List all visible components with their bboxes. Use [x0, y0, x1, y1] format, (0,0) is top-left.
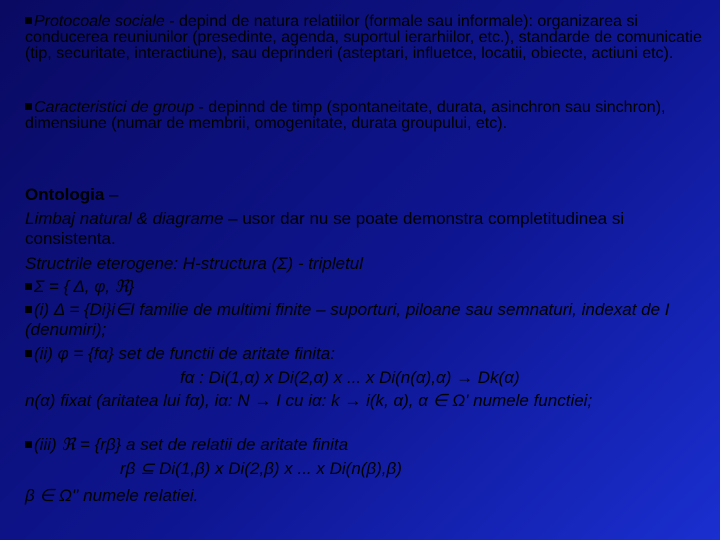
n-line: n(α) fixat (aritatea lui fα), iα: N → I cu iα: k → i(k, α), α ∈ Ω' numele functiei; — [25, 391, 593, 410]
item-ii — [25, 344, 715, 364]
paragraph-protocoale — [25, 14, 715, 62]
square-bullet-icon — [25, 350, 32, 357]
term-caracteristici: Caracteristici de group — [34, 99, 195, 116]
item-i-text: (i) Δ = {Di}i∈I familie de multimi finite – suporturi, piloane sau semnaturi, indexat de I (denumiri); — [25, 300, 670, 339]
square-bullet-icon — [25, 103, 32, 110]
beta-line: β ∈ Ω'' numele relatiei. — [25, 486, 199, 505]
ontologia-heading — [25, 185, 715, 205]
ontologia-title: Ontologia — [25, 185, 105, 204]
square-bullet-icon — [25, 17, 32, 24]
structuri-line: Structrile eterogene: H-structura (Σ) - tripletul — [25, 254, 364, 273]
sigma-text: Σ = { Δ, φ, ℜ} — [34, 277, 135, 296]
protocoale-text: - depind de natura relatiilor (formale sau informale): organizarea si conducerea reuniunilor (presedinte, agenda, suportul ierarhiilor, etc.), standarde de comunicatie (tip, securitate, interactiune), sau deprinderi (asteptari, influetce, locatii, obiecte, actiuni etc). — [25, 13, 702, 62]
item-iii — [25, 435, 715, 455]
square-bullet-icon — [25, 306, 32, 313]
item-iii-text: (iii) ℜ = {rβ} a set de relatii de aritate finita — [34, 435, 349, 454]
item-i — [25, 300, 715, 340]
square-bullet-icon — [25, 283, 32, 290]
sigma-line — [25, 277, 715, 297]
limbaj-paragraph — [25, 209, 715, 249]
limbaj-term: Limbaj natural & diagrame — [25, 209, 224, 228]
paragraph-caracteristici — [25, 100, 715, 132]
square-bullet-icon — [25, 441, 32, 448]
limbaj-text: – usor dar nu se poate demonstra completitudinea si consistenta. — [25, 209, 625, 248]
rb-formula: rβ ⊆ Di(1,β) x Di(2,β) x ... x Di(n(β),β) — [120, 459, 402, 478]
item-ii-text: (ii) φ = {fα} set de functii de aritate finita: — [34, 344, 335, 363]
term-protocoale: Protocoale sociale — [34, 13, 165, 30]
ontologia-dash: – — [104, 185, 119, 204]
fa-formula: fα : Di(1,α) x Di(2,α) x ... x Di(n(α),α) → Dk(α) — [180, 368, 520, 387]
caracteristici-text: - depinnd de timp (spontaneitate, durata, asinchron sau sinchron), dimensiune (numar de membrii, omogenitate, durata groupului, etc). — [25, 99, 666, 132]
